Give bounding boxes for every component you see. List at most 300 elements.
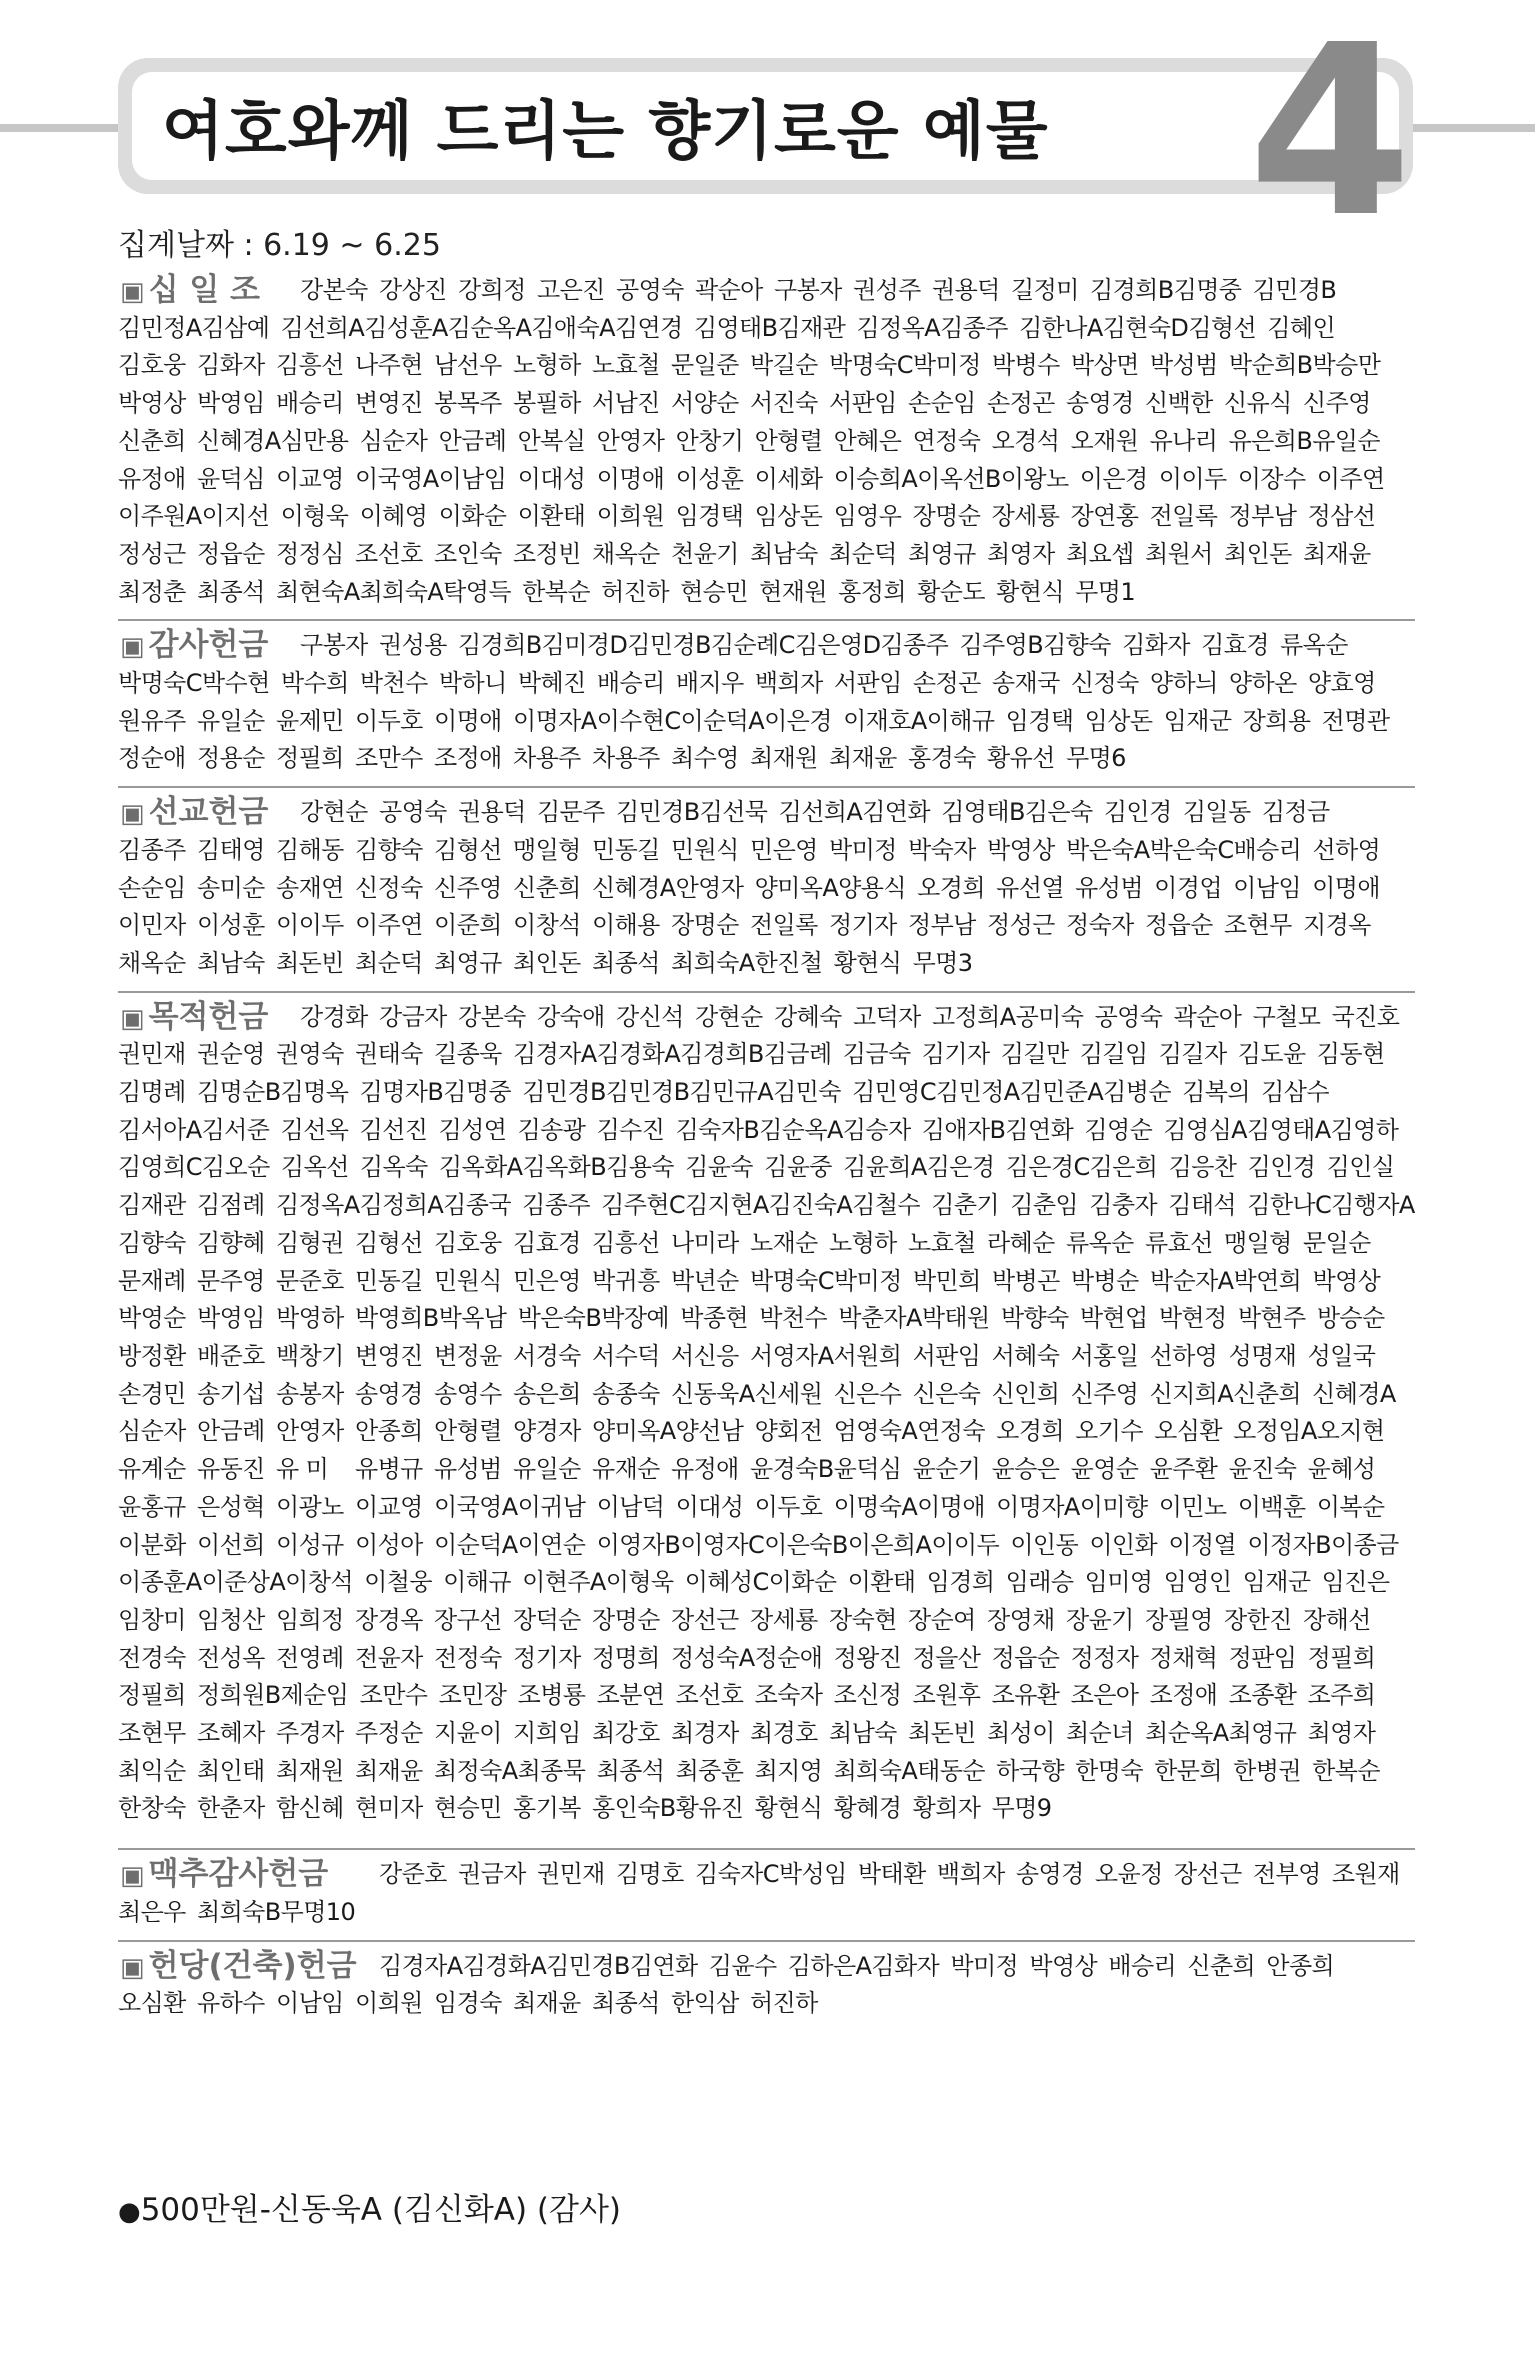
donor-name: 정희원B (197, 1681, 281, 1710)
donor-name: 김형선 (355, 1228, 423, 1257)
donor-name: 김호웅 (434, 1228, 502, 1257)
donor-name: 김화자 (197, 351, 265, 380)
donor-name: 이혜성C (684, 1568, 769, 1597)
donor-name: 김문주 (537, 798, 605, 827)
donor-name: 서원희 (833, 1341, 902, 1370)
donor-name: 박순자A (1149, 1266, 1234, 1295)
donor-name: 이성훈 (197, 911, 265, 940)
donor-name: 이장수 (1237, 464, 1306, 493)
donor-name: 변영진 (355, 1341, 423, 1370)
donor-name: 조현무 (1224, 911, 1292, 940)
donor-name: 임상돈 (1084, 706, 1153, 735)
donor-name: 백희자 (936, 1860, 1005, 1889)
donor-name: 원유주 (118, 706, 186, 735)
donor-name: 무명10 (280, 1897, 356, 1926)
donor-name: 무명1 (1075, 577, 1135, 606)
donor-name: 박명숙C (118, 669, 202, 698)
aggregation-period: 집계날짜 : 6.19 ~ 6.25 (118, 228, 441, 263)
section-marker-icon: ▣ (120, 1952, 145, 1983)
donor-name: 류효선 (1145, 1228, 1213, 1257)
donor-name: 안혜은 (833, 426, 902, 455)
donor-name: 송영경 (1066, 389, 1134, 418)
donor-name: 김종주 (880, 631, 949, 660)
donor-name: 서혜숙 (991, 1341, 1060, 1370)
donor-name: 김선옥 (280, 1115, 349, 1144)
donor-name: 유성범 (434, 1455, 502, 1484)
donor-name: 이종훈A (118, 1568, 202, 1597)
donor-name: 윤진숙 (1228, 1455, 1297, 1484)
donor-name: 박영순 (118, 1304, 186, 1333)
bullet-icon: ● (118, 2197, 141, 2227)
donor-name: 김행자A (1331, 1191, 1415, 1220)
donor-name: 최순녀 (1066, 1719, 1134, 1748)
donor-name: 이성아 (355, 1530, 423, 1559)
donor-name: 최경자 (671, 1719, 739, 1748)
donor-name: 이이두 (276, 911, 344, 940)
donor-name: 유나리 (1149, 426, 1218, 455)
donor-name: 박숙자 (908, 835, 976, 864)
donor-name: 임영인 (1163, 1568, 1232, 1597)
donor-name: 김점례 (197, 1191, 265, 1220)
donor-name: 양하늬 (1149, 669, 1218, 698)
donor-name: 유일순 (1312, 426, 1380, 455)
donor-name: 서남진 (592, 389, 660, 418)
donor-name: 유동진 (197, 1455, 265, 1484)
donor-name: 임재군 (1242, 1568, 1311, 1597)
donor-name: 백창기 (276, 1341, 344, 1370)
donor-name: 양미옥A (592, 1417, 676, 1446)
donor-name: 최재윤 (513, 1989, 581, 2018)
donor-name: 남선우 (434, 351, 502, 380)
donor-name: 이인화 (1089, 1530, 1158, 1559)
section-label-text: 목적헌금 (148, 998, 269, 1035)
donor-name: 류옥순 (1066, 1228, 1134, 1257)
donor-name: 길종욱 (434, 1040, 502, 1069)
name-list (118, 627, 1415, 778)
donor-name: 김영태B (941, 798, 1025, 827)
donor-name: 손경민 (118, 1379, 186, 1408)
donor-name: 박순희B (1228, 351, 1313, 380)
donor-name: 김효경 (513, 1228, 581, 1257)
donor-name: 김동현 (1316, 1040, 1385, 1069)
donor-name: 유성범 (1075, 873, 1143, 902)
donor-name: 신은숙 (912, 1379, 981, 1408)
donor-name: 윤승은 (991, 1455, 1060, 1484)
donor-name: 조인숙 (434, 539, 502, 568)
donor-name: 김충자 (1089, 1191, 1157, 1220)
donor-name: 김영태A (1246, 1115, 1331, 1144)
donor-name: 김서아A (118, 1115, 202, 1144)
donor-name: 정부남 (1228, 502, 1297, 531)
donor-name: 현승민 (680, 577, 748, 606)
donor-name: 이교영 (355, 1492, 423, 1521)
donor-name: 변영진 (355, 389, 423, 418)
offering-section (118, 1848, 1415, 1939)
donor-name: 이왕노 (1000, 464, 1069, 493)
donor-name: 최영규 (1228, 1719, 1297, 1748)
offering-section (118, 786, 1415, 991)
section-label (120, 627, 268, 666)
donor-name: 노형하 (829, 1228, 897, 1257)
section-label (120, 1948, 357, 1987)
donor-name: 민은영 (513, 1266, 581, 1295)
donor-name: 강혜숙 (774, 1002, 842, 1031)
donor-name: 민원식 (434, 1266, 502, 1295)
donor-name: 정성근 (987, 911, 1055, 940)
donor-name: 유선열 (996, 873, 1064, 902)
donor-name: 김삼예 (201, 313, 270, 342)
donor-name: 김민경B (616, 798, 700, 827)
donor-name: 최익순 (118, 1756, 186, 1785)
donor-name: 장명순 (592, 1605, 660, 1634)
offering-section (118, 991, 1415, 1848)
donor-name: 손정곤 (912, 669, 981, 698)
donor-name: 권성주 (853, 276, 921, 304)
donor-name: 박은숙C (1149, 835, 1234, 864)
donor-name: 최희숙A (359, 577, 444, 606)
donor-name: 문준호 (276, 1266, 344, 1295)
donor-name: 장세룡 (991, 502, 1060, 531)
donor-name: 차용주 (592, 744, 660, 773)
header-banner (118, 58, 1413, 194)
donor-name: 장숙현 (829, 1605, 897, 1634)
donor-name: 고덕자 (853, 1002, 921, 1031)
donor-name: 차용주 (513, 744, 581, 773)
donor-name: 신지희A (1149, 1379, 1234, 1408)
donor-name: 최종석 (596, 1756, 665, 1785)
donor-name: 김영태B (693, 313, 778, 342)
donor-name: 김은희 (1089, 1153, 1158, 1182)
donor-name: 이명애 (596, 464, 665, 493)
donor-name: 고정희A (932, 1002, 1016, 1031)
donor-name: 문주영 (197, 1266, 265, 1295)
donor-name: 유일순 (513, 1455, 581, 1484)
donor-name: 최영자 (1307, 1719, 1376, 1748)
donor-name: 허진하 (750, 1989, 818, 2018)
section-marker-icon: ▣ (120, 1003, 145, 1034)
donor-name: 장순여 (908, 1605, 976, 1634)
donor-name: 신동욱A (671, 1379, 755, 1408)
donor-name: 장구선 (434, 1605, 502, 1634)
donor-name: 신인희 (991, 1379, 1060, 1408)
donor-name: 김향숙 (355, 835, 423, 864)
donor-name: 홍경숙 (908, 744, 976, 773)
donor-name: 선하영 (1312, 835, 1381, 864)
donor-name: 김오순 (201, 1153, 270, 1182)
donor-name: 조원후 (912, 1681, 981, 1710)
donor-name: 안영자 (675, 873, 744, 902)
donor-name: 조정빈 (513, 539, 581, 568)
donor-name: 권금자 (458, 1860, 526, 1889)
donor-name: 오정임A (1233, 1417, 1317, 1446)
donor-name: 함신혜 (276, 1794, 344, 1823)
donor-name: 이형욱 (605, 1568, 674, 1597)
donor-name: 김길자 (1158, 1040, 1227, 1069)
donor-name: 손순임 (908, 389, 976, 418)
donor-name: 공영숙 (1094, 1002, 1163, 1031)
donor-name: 조은아 (1070, 1681, 1139, 1710)
donor-name: 박민희 (912, 1266, 981, 1295)
donor-name: 임상돈 (754, 502, 823, 531)
donor-name: 김경희B (680, 1040, 764, 1069)
donor-name: 김연화 (862, 798, 930, 827)
donor-name: 신혜경A (197, 426, 281, 455)
donor-name: 박성임 (778, 1860, 847, 1889)
page-number: 4 (1248, 0, 1413, 269)
donor-name: 장경옥 (355, 1605, 423, 1634)
donor-name: 임희정 (276, 1605, 344, 1634)
donor-name: 정용순 (197, 744, 265, 773)
donor-name: 장해선 (1303, 1605, 1371, 1634)
donor-name: 강숙애 (537, 1002, 605, 1031)
donor-name: 선하영 (1149, 1341, 1218, 1370)
donor-name: 최돈빈 (276, 948, 344, 977)
donor-name: 김경희B (1090, 276, 1174, 304)
donor-name: 심순자 (118, 1417, 186, 1446)
donor-name: 김윤수 (708, 1951, 777, 1980)
donor-name: 공미숙 (1015, 1002, 1084, 1031)
donor-name: 김향혜 (197, 1228, 265, 1257)
donor-name: 김금례 (763, 1040, 832, 1069)
donor-name: 전윤자 (355, 1643, 423, 1672)
donor-name: 이창석 (513, 911, 581, 940)
donor-name: 임진은 (1321, 1568, 1390, 1597)
donor-name: 박장예 (601, 1304, 670, 1333)
donor-name: 홍정희 (838, 577, 906, 606)
donor-name: 정숙자 (1066, 911, 1134, 940)
donor-name: 한춘자 (197, 1794, 265, 1823)
donor-name: 윤영순 (1070, 1455, 1139, 1484)
donor-name: 이옥선B (917, 464, 1001, 493)
donor-name: 조주희 (1307, 1681, 1376, 1710)
donor-name: 황혜경 (833, 1794, 902, 1823)
donor-name: 김종주 (940, 313, 1008, 342)
donor-name: 이형욱 (280, 502, 349, 531)
donor-name: 정판임 (1228, 1643, 1297, 1672)
donor-name: 송기섭 (197, 1379, 265, 1408)
donor-name: 박현정 (1158, 1304, 1227, 1333)
donor-name: 배승리 (596, 669, 665, 698)
donor-name: 박영희B (355, 1304, 439, 1333)
donor-name: 정정자 (1070, 1643, 1139, 1672)
donor-name: 한병권 (1233, 1756, 1301, 1785)
donor-name: 채옥순 (592, 539, 660, 568)
donor-name: 안종희 (1266, 1951, 1335, 1980)
donor-name: 김민경B (605, 1078, 690, 1107)
donor-name: 김옥화B (522, 1153, 607, 1182)
donor-name: 구봉자 (774, 276, 842, 304)
donor-name: 최수영 (671, 744, 739, 773)
donor-name: 김혜인 (1267, 313, 1336, 342)
donor-name: 배승리 (1233, 835, 1302, 864)
donor-name: 정기자 (829, 911, 897, 940)
donor-name: 김하은A (787, 1951, 872, 1980)
donor-name: 이두호 (355, 706, 423, 735)
donor-name: 서판임 (833, 669, 902, 698)
donor-name: 최재윤 (829, 744, 897, 773)
offering-section (118, 619, 1415, 786)
offering-sections (118, 266, 1415, 2043)
donor-name: 봉목주 (434, 389, 502, 418)
donor-name: 박태원 (921, 1304, 990, 1333)
donor-name: 유정애 (118, 464, 186, 493)
donor-name: 이영자B (596, 1530, 681, 1559)
donor-name: 최정춘 (118, 577, 186, 606)
donor-name: 방승순 (1316, 1304, 1385, 1333)
donor-name: 정필희 (118, 1681, 186, 1710)
donor-name: 조혜자 (197, 1719, 265, 1748)
donor-name: 안형렬 (754, 426, 823, 455)
section-label (120, 272, 260, 311)
donor-name: 박명숙C (829, 351, 913, 380)
donor-name: 정읍순 (991, 1643, 1060, 1672)
donor-name: 임청산 (197, 1605, 265, 1634)
donor-name: 김화자 (871, 1951, 940, 1980)
donor-name: 조만수 (359, 1681, 428, 1710)
donor-name: 김정옥A (276, 1191, 360, 1220)
donor-name: 김해동 (276, 835, 344, 864)
donor-name: 오심환 (118, 1989, 186, 2018)
donor-name: 최재원 (750, 744, 818, 773)
donor-name: 김도윤 (1237, 1040, 1306, 1069)
donor-name: 송미순 (197, 873, 265, 902)
donor-name: 김명중 (1173, 276, 1242, 304)
donor-name: 변정윤 (434, 1341, 502, 1370)
donor-name: 방정환 (118, 1341, 186, 1370)
donor-name: 권민재 (118, 1040, 186, 1069)
donor-name: 정삼선 (1307, 502, 1376, 531)
donor-name: 안복실 (517, 426, 586, 455)
donor-name: 최정숙A (434, 1756, 518, 1785)
donor-name: 정순애 (754, 1643, 823, 1672)
donor-name: 이이두 (1158, 464, 1227, 493)
donor-name: 한명숙 (1075, 1756, 1143, 1785)
donor-name: 김현숙D (1102, 313, 1189, 342)
donor-name: 최영규 (434, 948, 502, 977)
donor-name: 지경옥 (1303, 911, 1371, 940)
donor-name: 이재호A (843, 706, 927, 735)
donor-name: 이은경 (1079, 464, 1148, 493)
offering-section (118, 266, 1415, 619)
donor-name: 임영우 (833, 502, 902, 531)
donor-name: 제순임 (280, 1681, 349, 1710)
donor-name: 오경희 (996, 1417, 1064, 1446)
donor-name: 김명중 (443, 1078, 512, 1107)
donor-name: 이은경 (764, 706, 832, 735)
donor-name: 김은경 (926, 1153, 995, 1182)
donor-name: 안영자 (276, 1417, 344, 1446)
donor-name: 이주연 (355, 911, 423, 940)
donor-name: 김진숙A (768, 1191, 853, 1220)
donor-name: 지희임 (513, 1719, 581, 1748)
donor-name: 김한나C (1247, 1191, 1332, 1220)
donor-name: 한복순 (1312, 1756, 1380, 1785)
donor-name: 문일순 (1303, 1228, 1371, 1257)
donor-name: 송봉자 (276, 1379, 344, 1408)
donor-name: 윤순기 (912, 1455, 981, 1484)
donor-name: 나미라 (671, 1228, 739, 1257)
donor-name: 박병순 (1070, 1266, 1139, 1295)
donor-name: 류옥순 (1280, 631, 1348, 660)
donor-name: 양하온 (1228, 669, 1297, 698)
section-label-text: 맥추감사헌금 (148, 1856, 329, 1893)
donor-name: 이귀남 (517, 1492, 586, 1521)
donor-name: 정기자 (513, 1643, 581, 1672)
donor-name: 김태영 (197, 835, 265, 864)
donor-name: 최인돈 (513, 948, 581, 977)
donor-name: 장선근 (1173, 1860, 1242, 1889)
name-list (118, 272, 1415, 611)
donor-name: 김옥선 (280, 1153, 349, 1182)
donor-name: 임경택 (1005, 706, 1074, 735)
donor-name: 정채혁 (1149, 1643, 1218, 1672)
donor-name: 강경화 (300, 1002, 368, 1031)
donor-name: 신유식 (1224, 389, 1292, 418)
donor-name: 문일준 (671, 351, 739, 380)
donor-name: 전일록 (750, 911, 818, 940)
donor-name: 박미정 (833, 1266, 902, 1295)
donor-name: 장필영 (1145, 1605, 1213, 1634)
donor-name: 노형하 (513, 351, 581, 380)
donor-name: 이명자A (513, 706, 597, 735)
donor-name: 무명6 (1066, 744, 1126, 773)
donor-name: 이민노 (1158, 1492, 1227, 1521)
donor-name: 이명애 (434, 706, 502, 735)
donor-name: 현승민 (434, 1794, 502, 1823)
donor-name: 이환태 (847, 1568, 916, 1597)
donor-name: 정순애 (118, 744, 186, 773)
donor-name: 김윤희A (843, 1153, 927, 1182)
donor-name: 주정순 (355, 1719, 423, 1748)
donor-name: 구봉자 (300, 631, 368, 660)
donor-name: 박미정 (912, 351, 981, 380)
donor-name: 최돈빈 (908, 1719, 976, 1748)
donor-name: 최원서 (1145, 539, 1213, 568)
donor-name: 최중훈 (675, 1756, 744, 1785)
donor-name: 민원식 (671, 835, 739, 864)
donor-name: 안형렬 (434, 1417, 502, 1446)
donor-name: 서판임 (912, 1341, 981, 1370)
donor-name: 김효경 (1201, 631, 1269, 660)
donor-name: 김숙자B (675, 1115, 760, 1144)
donor-name: 김미경D (541, 631, 628, 660)
donor-name: 박영상 (987, 835, 1055, 864)
donor-name: 권영숙 (276, 1040, 344, 1069)
donor-name: 박천수 (759, 1304, 828, 1333)
donor-name: 권성용 (379, 631, 447, 660)
donor-name: 권순영 (197, 1040, 265, 1069)
donor-name: 김선진 (359, 1115, 428, 1144)
donor-name: 나주현 (355, 351, 423, 380)
donor-name: 최지영 (754, 1756, 823, 1785)
donor-name: 박하니 (438, 669, 507, 698)
donor-name: 서홍일 (1070, 1341, 1139, 1370)
donor-name: 김기자 (921, 1040, 990, 1069)
donor-name: 문재례 (118, 1266, 186, 1295)
donor-name: 유 미 (276, 1455, 329, 1484)
donor-name: 최남숙 (750, 539, 818, 568)
donor-name: 박종현 (680, 1304, 749, 1333)
donor-name: 이희원 (355, 1989, 423, 2018)
donor-name: 연정숙 (917, 1417, 985, 1446)
donor-name: 이복순 (1316, 1492, 1385, 1521)
donor-name: 이준희 (434, 911, 502, 940)
donor-name: 김인실 (1326, 1153, 1395, 1182)
donor-name: 황현식 (754, 1794, 823, 1823)
name-list (118, 794, 1415, 983)
donor-name: 장연홍 (1070, 502, 1139, 531)
donor-name: 서판임 (829, 389, 897, 418)
